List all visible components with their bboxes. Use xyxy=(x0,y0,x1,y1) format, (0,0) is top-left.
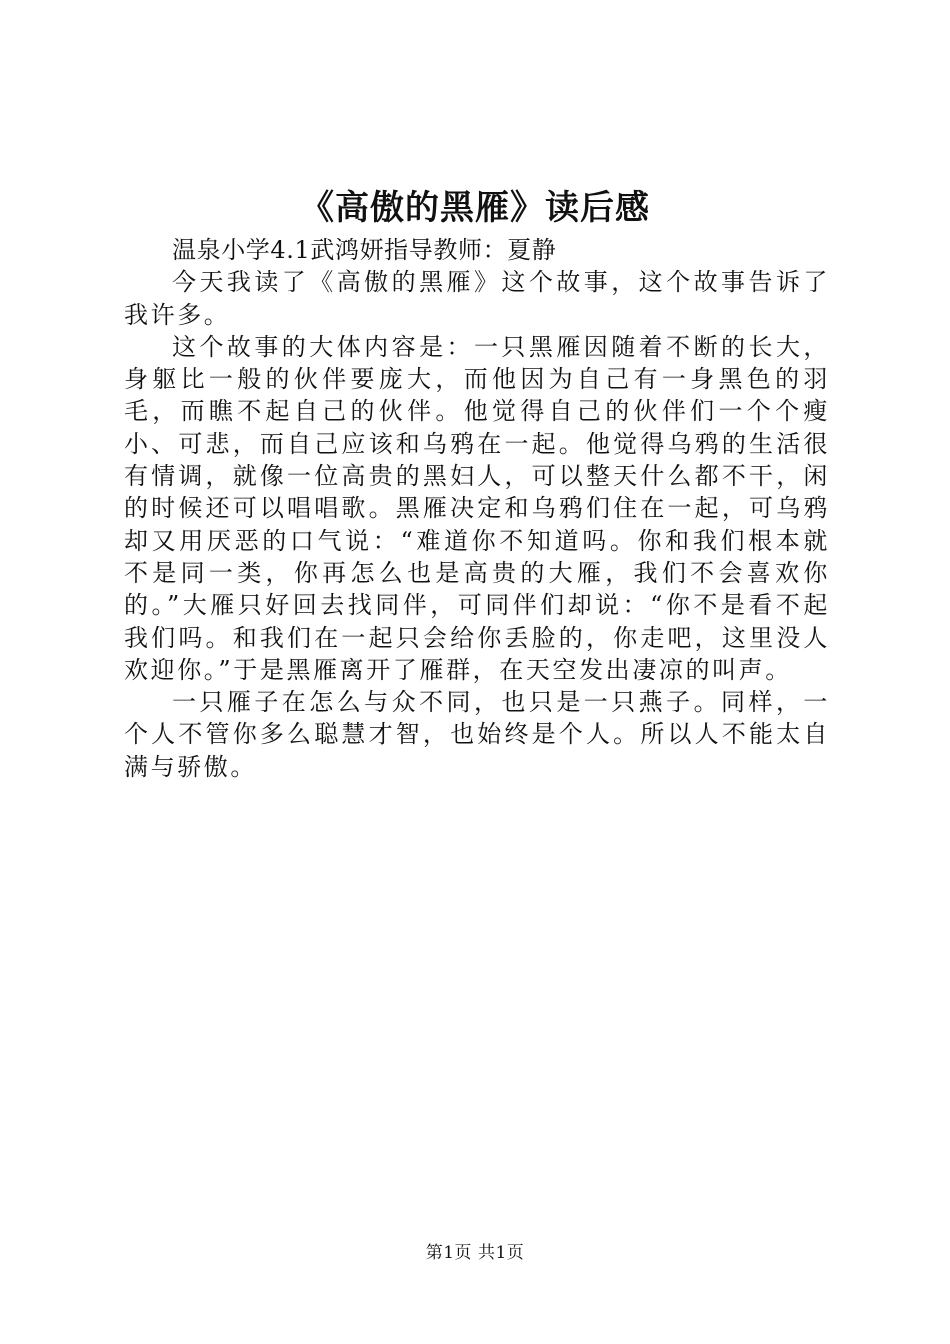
document-title: 《高傲的黑雁》读后感 xyxy=(300,188,650,228)
paragraph: 这个故事的大体内容是：一只黑雁因随着不断的长大，身躯比一般的伙伴要庞大，而他因为自己有一身黑色的羽毛，而瞧不起自己的伙伴。他觉得自己的伙伴们一个个瘦小、可悲，而自己应该和乌鸦在一起。他觉得乌鸦的生活很有情调，就像一位高贵的黑妇人，可以整天什么都不干，闲的时候还可以唱唱歌。黑雁决定和乌鸦们住在一起，可乌鸦却又用厌恶的口气说：“难道你不知道吗。你和我们根本就不是同一类，你再怎么也是高贵的大雁，我们不会喜欢你的。”大雁只好回去找同伴，可同伴们却说：“你不是看不起我们吗。和我们在一起只会给你丢脸的，你走吧，这里没人欢迎你。”于是黑雁离开了雁群，在天空发出凄凉的叫声。 xyxy=(124,332,830,684)
paragraph: 一只雁子在怎么与众不同，也只是一只燕子。同样，一个人不管你多么聪慧才智，也始终是个人。所以人不能太自满与骄傲。 xyxy=(124,688,830,781)
article-body xyxy=(124,234,830,783)
author-line: 温泉小学4.1武鸿妍指导教师：夏静 xyxy=(172,236,557,264)
page-footer: 第1页 共1页 xyxy=(425,1243,525,1263)
paragraph: 今天我读了《高傲的黑雁》这个故事，这个故事告诉了我许多。 xyxy=(124,268,830,329)
